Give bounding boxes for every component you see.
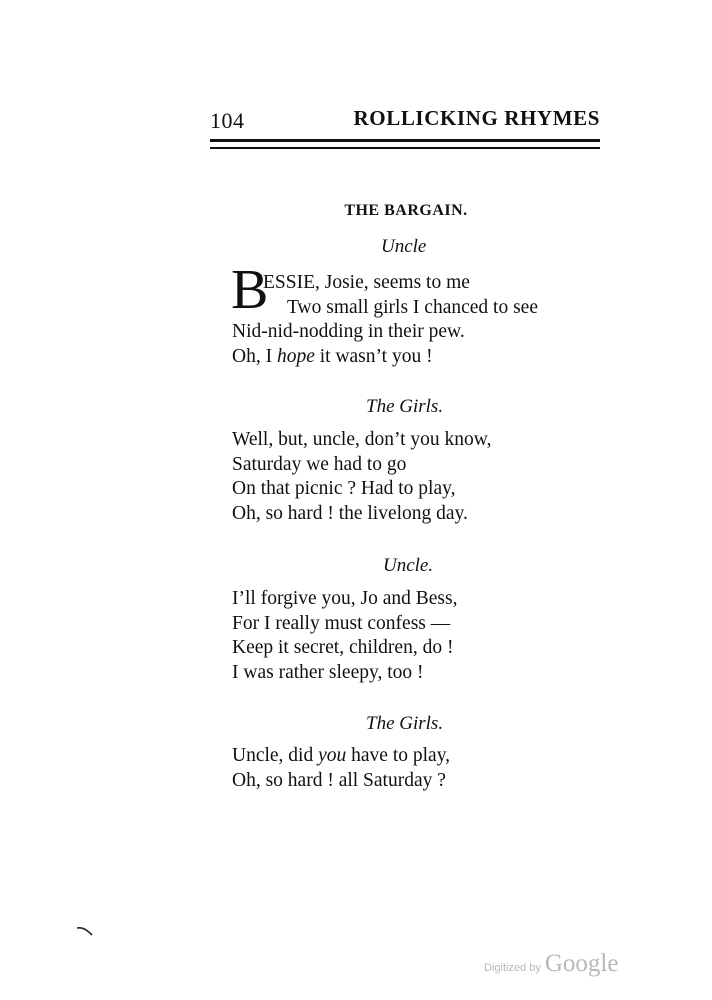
- ink-mark-icon: [76, 926, 94, 936]
- poem-title: THE BARGAIN.: [344, 202, 468, 219]
- running-head: [210, 106, 600, 142]
- watermark-brand: Google: [544, 950, 619, 977]
- poem-line: ESSIE, Josie, seems to me: [263, 272, 470, 293]
- speaker-label-3: Uncle.: [383, 555, 434, 576]
- speaker-label-2: The Girls.: [366, 396, 444, 417]
- poem-line: Oh, so hard ! the livelong day.: [232, 502, 468, 524]
- drop-cap-letter: B: [231, 259, 269, 321]
- stanza-1: [232, 271, 538, 369]
- poem-line: Keep it secret, children, do !: [232, 637, 454, 658]
- digitized-by-google-watermark: [484, 950, 618, 978]
- line-text: it wasn’t you !: [314, 345, 433, 367]
- poem-line: Oh, so hard ! all Saturday ?: [232, 769, 446, 791]
- running-title: ROLLICKING RHYMES: [353, 106, 600, 130]
- page-number: 104: [210, 108, 245, 133]
- stanza-4: [232, 744, 450, 793]
- line-text: Oh, I: [232, 345, 277, 367]
- stanza-2: [232, 428, 491, 526]
- poem-line: [232, 744, 450, 769]
- line-text: have to play,: [346, 745, 451, 766]
- speaker-label-1: Uncle: [381, 236, 427, 257]
- poem-line: Two small girls I chanced to see: [287, 296, 538, 318]
- emphasis-text: hope: [276, 345, 315, 367]
- speaker-label-4: The Girls.: [366, 713, 444, 734]
- poem-line: I’ll forgive you, Jo and Bess,: [232, 588, 458, 609]
- header-rule-thin: [210, 147, 600, 149]
- watermark-prefix: Digitized by: [484, 962, 541, 974]
- emphasis-text: you: [318, 745, 347, 766]
- poem-line: Well, but, uncle, don’t you know,: [232, 429, 492, 450]
- poem-line: Saturday we had to go: [232, 453, 407, 475]
- stanza-3: [232, 587, 458, 685]
- line-text: Uncle, did: [232, 745, 319, 766]
- poem-line: Nid-nid-nodding in their pew.: [232, 321, 465, 342]
- poem-line: For I really must confess —: [232, 612, 451, 634]
- poem-line: [232, 345, 538, 370]
- poem-line: I was rather sleepy, too !: [232, 661, 424, 683]
- poem-line: On that picnic ? Had to play,: [232, 478, 456, 499]
- header-rule-thick: [210, 139, 600, 142]
